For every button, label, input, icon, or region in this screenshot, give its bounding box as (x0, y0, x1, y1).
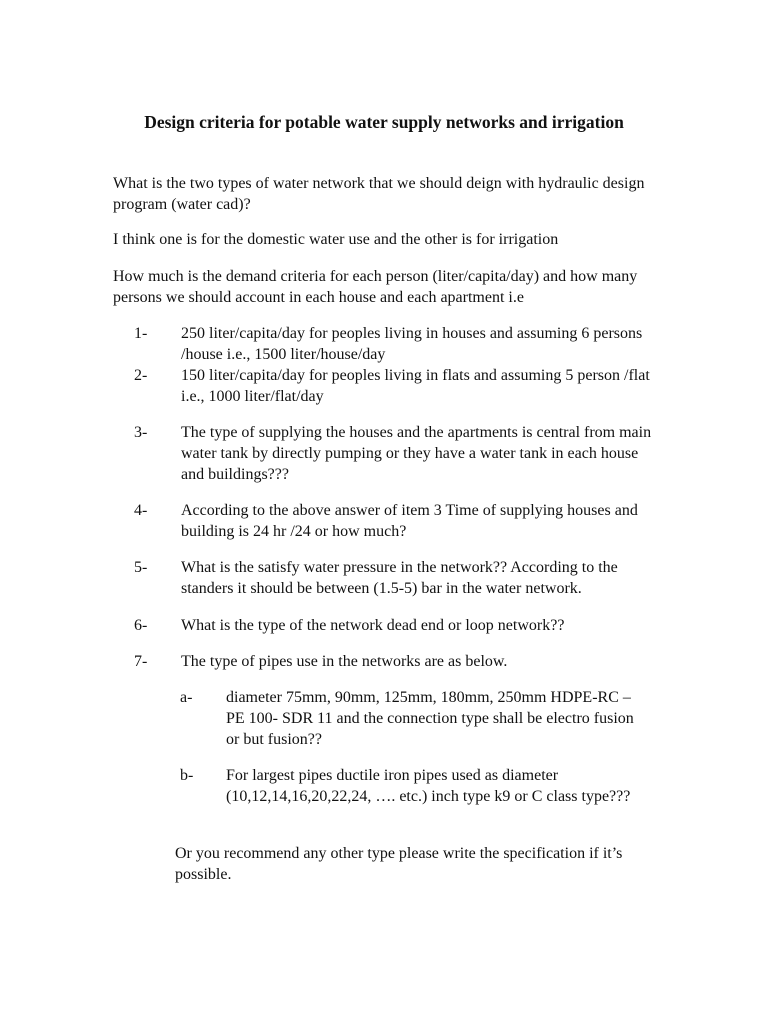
paragraph-demand-criteria: How much is the demand criteria for each person (liter/capita/day) and how many persons we should account in each house and each apartment i.e (113, 268, 638, 306)
list-item-number: 5- (134, 559, 148, 576)
sub-item-text: For largest pipes ductile iron pipes used as diameter (10,12,14,16,20,22,24, …. etc.) inch type k9 or C class type??? (226, 767, 631, 805)
closing-paragraph: Or you recommend any other type please write the specification if it’s possible. (175, 845, 623, 883)
list-item-text: The type of pipes use in the networks are as below. (181, 653, 508, 670)
sub-item-text: diameter 75mm, 90mm, 125mm, 180mm, 250mm HDPE-RC –PE 100- SDR 11 and the connection type shall be electro fusion or but fusion?? (226, 689, 634, 748)
title-text: Design criteria for potable water supply networks and irrigation (144, 112, 624, 132)
list-item-number: 2- (134, 367, 148, 384)
sub-item-letter: b- (180, 767, 194, 784)
list-item-number: 4- (134, 502, 148, 519)
list-item-number: 3- (134, 424, 148, 441)
list-item-number: 7- (134, 653, 148, 670)
list-item-text: 250 liter/capita/day for peoples living in houses and assuming 6 persons /house i.e., 1500 liter/house/day (181, 325, 643, 363)
list-item-number: 1- (134, 325, 148, 342)
paragraph-question-network-types: What is the two types of water network that we should deign with hydraulic design program (water cad)? (113, 175, 645, 213)
list-item-text: What is the type of the network dead end or loop network?? (181, 617, 565, 634)
sub-item-letter: a- (180, 689, 193, 706)
list-item-text: 150 liter/capita/day for peoples living in flats and assuming 5 person /flat i.e., 1000 liter/flat/day (181, 367, 650, 405)
list-item-text: What is the satisfy water pressure in the network?? According to the standers it should be between (1.5-5) bar in the water network. (181, 559, 618, 597)
paragraph-domestic-irrigation: I think one is for the domestic water use and the other is for irrigation (113, 231, 559, 248)
list-item-number: 6- (134, 617, 148, 634)
list-item-text: According to the above answer of item 3 Time of supplying houses and building is 24 hr /24 or how much? (181, 502, 638, 540)
list-item-text: The type of supplying the houses and the apartments is central from main water tank by directly pumping or they have a water tank in each house and buildings??? (181, 424, 652, 483)
document-title (0, 110, 768, 135)
